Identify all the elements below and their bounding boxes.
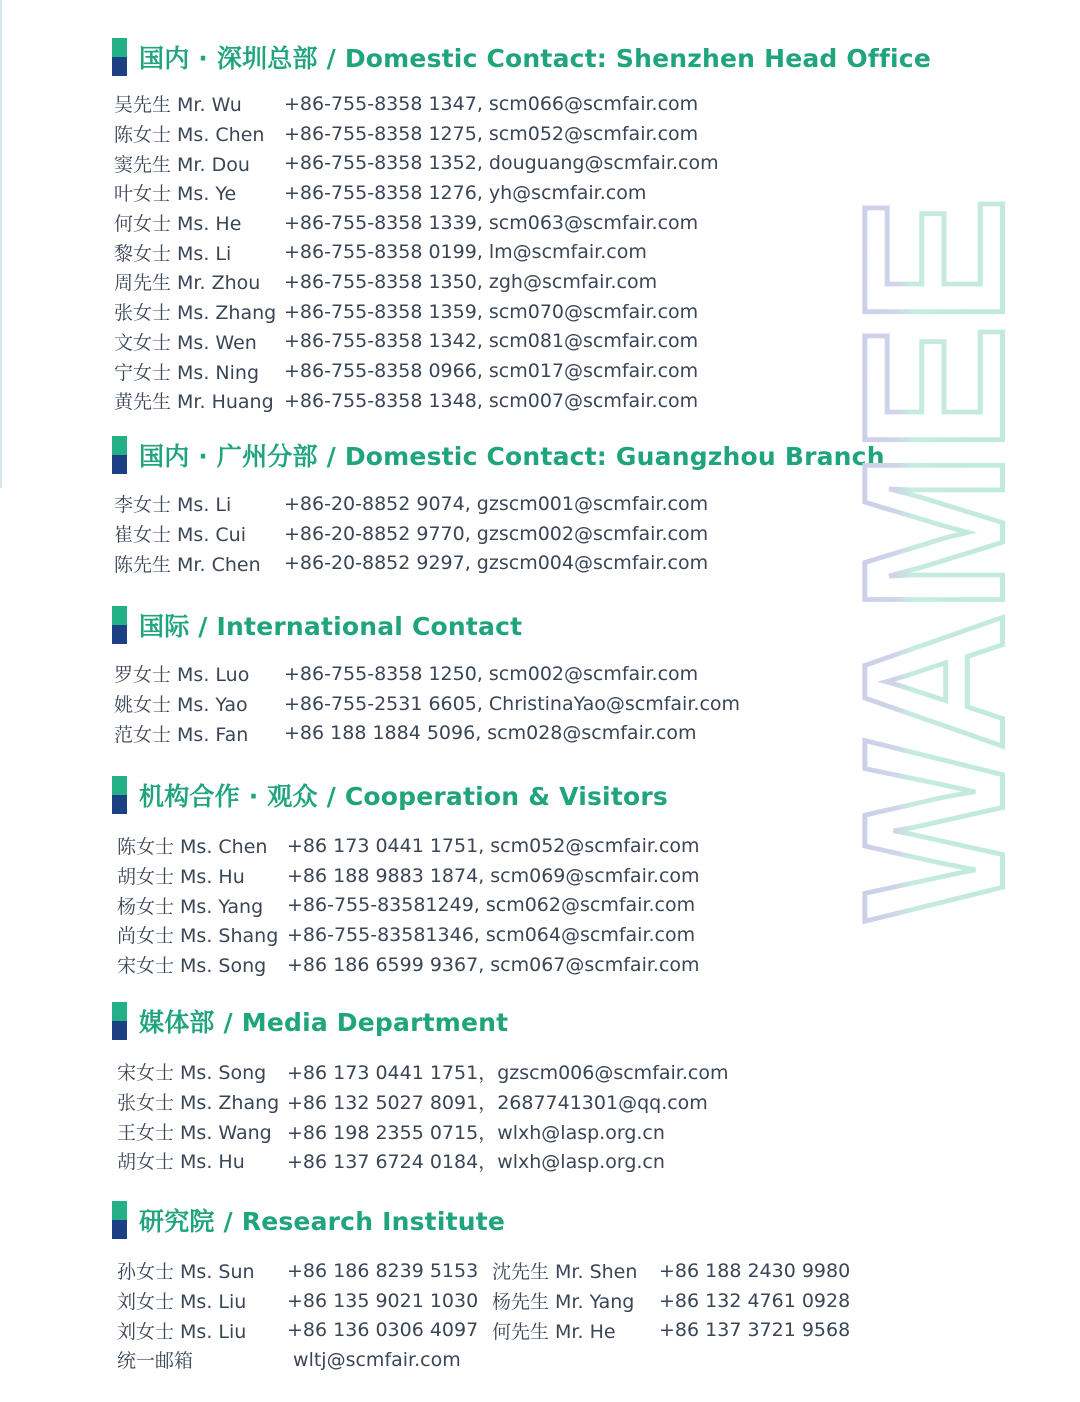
section-header [112, 999, 729, 1043]
contact-name: 张女士 Ms. Zhang [114, 302, 277, 325]
contact-phone: +86 188 2430 9980 [659, 1259, 851, 1282]
contact-row [112, 237, 931, 267]
contact-row [112, 89, 931, 119]
contact-row [112, 920, 700, 950]
section-marker-icon [112, 38, 127, 76]
contact-info: +86 137 6724 0184，wlxh@lasp.org.cn [287, 1151, 665, 1174]
contact-phone: +86 132 4761 0928 [659, 1289, 851, 1312]
contact-name: 胡女士 Ms. Hu [117, 1151, 245, 1174]
contact-info: +86-755-8358 1342, scm081@scmfair.com [284, 330, 699, 353]
contact-info: +86-755-8358 0966, scm017@scmfair.com [284, 360, 699, 383]
section-title: 国际 / International Contact [139, 612, 523, 641]
contact-row [112, 356, 931, 386]
contact-phone: +86 186 8239 5153 [287, 1259, 479, 1282]
contact-phone: +86 135 9021 1030 [287, 1289, 479, 1312]
contact-name: 胡女士 Ms. Hu [117, 866, 245, 889]
watermark-logo [822, 165, 1046, 927]
contact-info: +86 186 6599 9367, scm067@scmfair.com [287, 953, 700, 976]
contact-row [112, 1315, 849, 1345]
contact-info: +86-755-8358 1347, scm066@scmfair.com [284, 92, 699, 115]
contact-list [112, 659, 740, 748]
contact-info: +86-755-83581249, scm062@scmfair.com [287, 894, 696, 917]
contact-row [112, 890, 700, 920]
section-marker-icon [112, 436, 127, 474]
contact-info: +86-755-2531 6605, ChristinaYao@scmfair.com [284, 692, 741, 715]
contact-phone: +86 136 0306 4097 [287, 1319, 479, 1342]
contact-name: 张女士 Ms. Zhang [117, 1092, 280, 1115]
contact-name: 窦先生 Mr. Dou [114, 153, 250, 176]
shared-email: wltj@scmfair.com [287, 1348, 461, 1371]
contact-list [112, 89, 931, 416]
section-cooperation-visitors [112, 773, 700, 979]
contact-info: +86-755-8358 0199, lm@scmfair.com [284, 241, 647, 264]
contact-list [112, 1057, 729, 1176]
contact-row [112, 1256, 849, 1286]
contact-row [112, 1087, 729, 1117]
section-guangzhou [112, 433, 885, 578]
section-title: 国内 · 广州分部 / Domestic Contact: Guangzhou Branch [139, 442, 885, 471]
contact-row [112, 1057, 729, 1087]
section-shenzhen [112, 35, 931, 416]
contact-name: 范女士 Ms. Fan [114, 723, 249, 746]
contact-name: 何先生 Mr. He [492, 1320, 616, 1343]
contact-info: +86-755-83581346, scm064@scmfair.com [287, 923, 696, 946]
section-media [112, 999, 729, 1176]
contact-info: +86-755-8358 1359, scm070@scmfair.com [284, 300, 699, 323]
section-marker-icon [112, 776, 127, 814]
section-title: 研究院 / Research Institute [139, 1207, 506, 1236]
contact-row [112, 950, 700, 980]
contact-row [112, 861, 700, 891]
contact-phone: +86 137 3721 9568 [659, 1319, 851, 1342]
section-international [112, 603, 740, 748]
section-title: 媒体部 / Media Department [139, 1008, 509, 1037]
left-edge-line [0, 0, 2, 488]
contact-row [112, 659, 740, 689]
contact-name: 杨先生 Mr. Yang [492, 1291, 635, 1314]
contact-row [112, 519, 885, 549]
section-title: 机构合作 · 观众 / Cooperation & Visitors [139, 782, 668, 811]
section-marker-icon [112, 1201, 127, 1239]
contact-row [112, 208, 931, 238]
contact-row [112, 831, 700, 861]
contact-list [112, 489, 885, 578]
contact-info: +86 188 9883 1874, scm069@scmfair.com [287, 864, 700, 887]
contact-name: 叶女士 Ms. Ye [114, 183, 237, 206]
contact-row [112, 267, 931, 297]
section-header [112, 603, 740, 647]
contact-info: +86-755-8358 1348, scm007@scmfair.com [284, 389, 699, 412]
contact-row [112, 178, 931, 208]
contact-name: 刘女士 Ms. Liu [117, 1291, 247, 1314]
contact-info: +86-755-8358 1339, scm063@scmfair.com [284, 211, 699, 234]
contact-row [112, 148, 931, 178]
contact-info: +86-20-8852 9770, gzscm002@scmfair.com [284, 522, 709, 545]
contact-name: 孙女士 Ms. Sun [117, 1261, 255, 1284]
contact-info: +86-755-8358 1275, scm052@scmfair.com [284, 122, 699, 145]
contact-name: 宋女士 Ms. Song [117, 1062, 267, 1085]
contact-info: +86 132 5027 8091，2687741301@qq.com [287, 1092, 708, 1115]
contact-name: 崔女士 Ms. Cui [114, 524, 246, 547]
section-marker-icon [112, 1002, 127, 1040]
contact-name: 李女士 Ms. Li [114, 494, 232, 517]
contact-row [112, 489, 885, 519]
contact-info: +86 173 0441 1751, scm052@scmfair.com [287, 834, 700, 857]
contact-name: 沈先生 Mr. Shen [492, 1261, 638, 1284]
contact-name: 尚女士 Ms. Shang [117, 925, 279, 948]
contact-info: +86-20-8852 9074, gzscm001@scmfair.com [284, 492, 709, 515]
section-header [112, 773, 700, 817]
contact-name: 姚女士 Ms. Yao [114, 694, 248, 717]
contact-row [112, 689, 740, 719]
contact-name: 罗女士 Ms. Luo [114, 664, 250, 687]
contact-row [112, 1146, 729, 1176]
section-header [112, 1198, 849, 1242]
contact-list [112, 831, 700, 979]
section-marker-icon [112, 606, 127, 644]
contact-row [112, 1286, 849, 1316]
contact-info: +86 188 1884 5096, scm028@scmfair.com [284, 722, 697, 745]
contact-name: 何女士 Ms. He [114, 213, 242, 236]
contact-name: 黄先生 Mr. Huang [114, 391, 274, 414]
contact-row [112, 327, 931, 357]
section-header [112, 35, 931, 79]
contact-name: 黎女士 Ms. Li [114, 242, 232, 265]
contact-name: 刘女士 Ms. Liu [117, 1320, 247, 1343]
contact-name: 陈女士 Ms. Chen [114, 124, 265, 147]
contact-name: 王女士 Ms. Wang [117, 1121, 272, 1144]
contact-info: +86 173 0441 1751，gzscm006@scmfair.com [287, 1062, 729, 1085]
contact-name: 宁女士 Ms. Ning [114, 361, 260, 384]
contact-row [112, 386, 931, 416]
section-header [112, 433, 885, 477]
contact-grid [112, 1256, 849, 1375]
watermark-text: WAMEE [822, 165, 1046, 922]
contact-name: 杨女士 Ms. Yang [117, 895, 264, 918]
contact-info: +86-20-8852 9297, gzscm004@scmfair.com [284, 552, 709, 575]
contact-row [112, 1345, 849, 1375]
contact-name: 吴先生 Mr. Wu [114, 94, 242, 117]
contact-name: 文女士 Ms. Wen [114, 331, 257, 354]
contact-name: 陈先生 Mr. Chen [114, 553, 261, 576]
contact-info: +86-755-8358 1352, douguang@scmfair.com [284, 152, 719, 175]
contact-row [112, 297, 931, 327]
section-research-institute [112, 1198, 849, 1375]
contact-row [112, 548, 885, 578]
contact-info: +86 198 2355 0715，wlxh@lasp.org.cn [287, 1121, 665, 1144]
contact-info: +86-755-8358 1276, yh@scmfair.com [284, 181, 647, 204]
contact-row [112, 718, 740, 748]
shared-email-label: 统一邮箱 [117, 1350, 194, 1373]
contact-info: +86-755-8358 1350, zgh@scmfair.com [284, 270, 658, 293]
contact-name: 周先生 Mr. Zhou [114, 272, 261, 295]
section-title: 国内 · 深圳总部 / Domestic Contact: Shenzhen Head Office [139, 44, 931, 73]
contact-row [112, 119, 931, 149]
contact-info: +86-755-8358 1250, scm002@scmfair.com [284, 662, 699, 685]
contact-row [112, 1116, 729, 1146]
contact-name: 陈女士 Ms. Chen [117, 836, 268, 859]
contact-name: 宋女士 Ms. Song [117, 955, 267, 978]
